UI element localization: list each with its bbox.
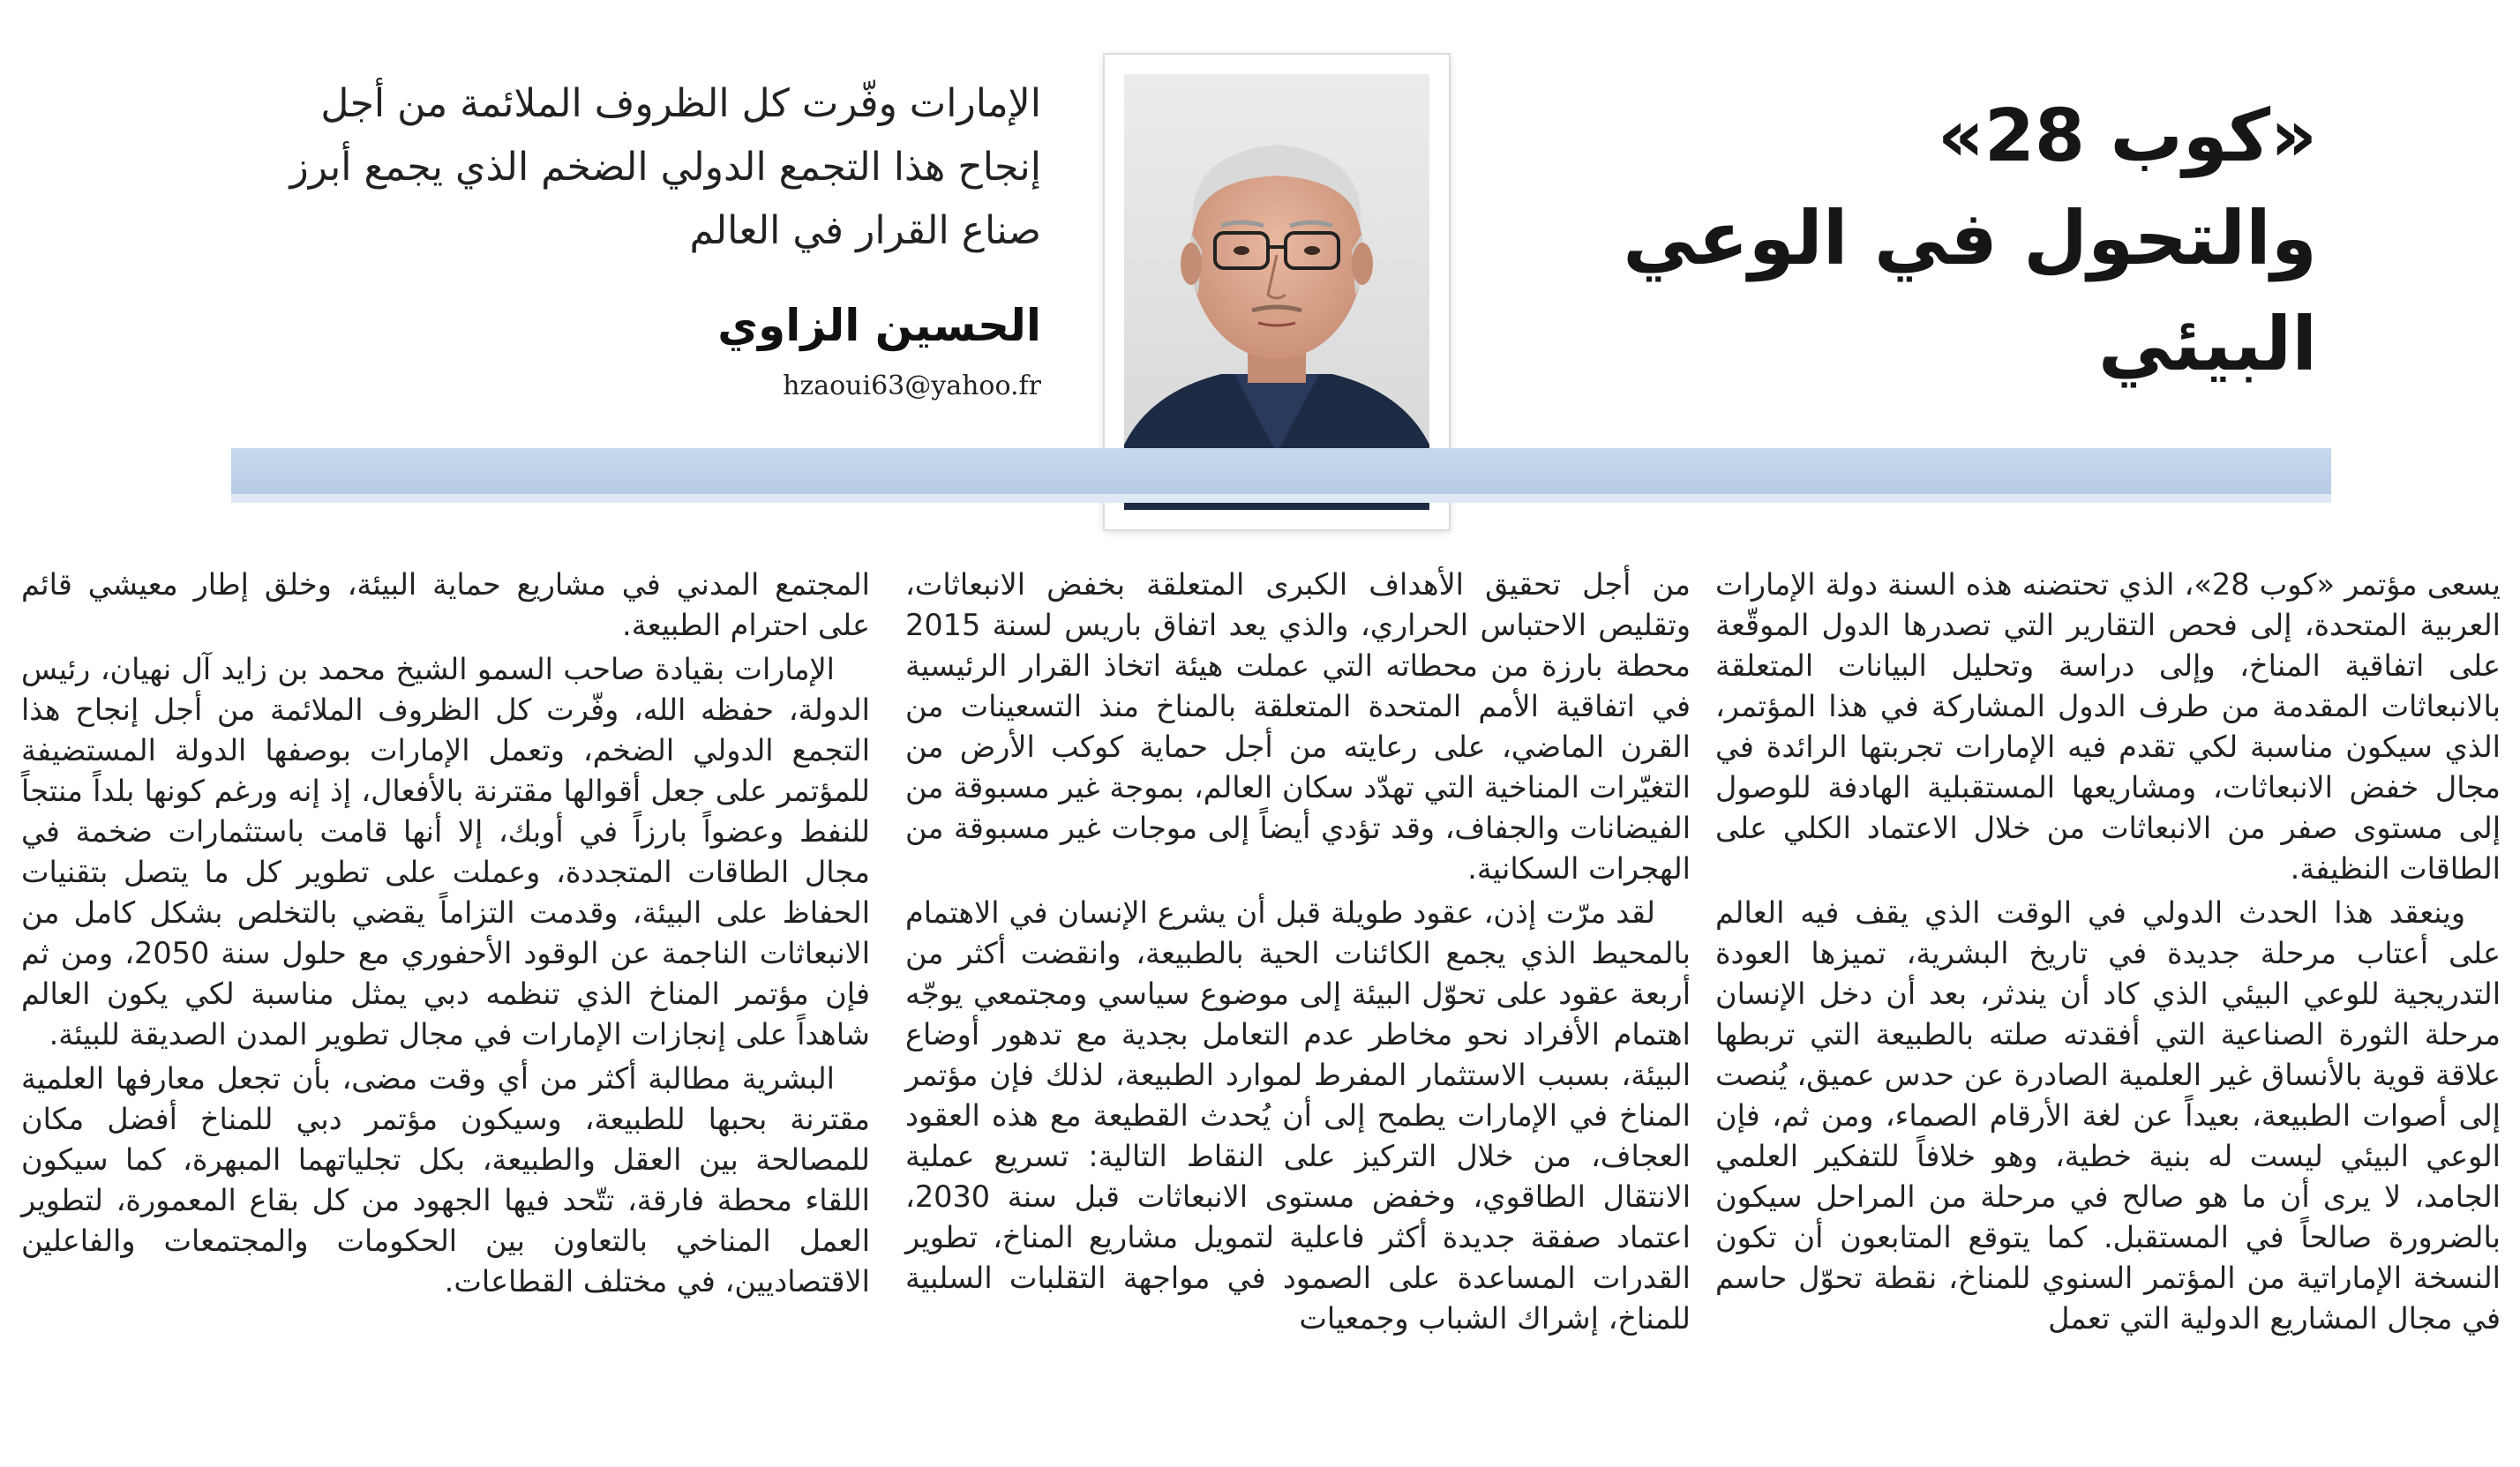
column-1-paragraph: يسعى مؤتمر «كوب 28»، الذي تحتضنه هذه السنة دولة الإمارات العربية المتحدة، إلى فحص التقارير التي تصدرها الدول الموقّعة على اتفاقية المناخ، وإلى دراسة وتحليل البيانات المتعلقة بالانبعاثات المقدمة من طرف الدول المشاركة في هذا المؤتمر، الذي سيكون مناسبة لكي تقدم فيه الإمارات تجربتها الرائدة في مجال خفض الانبعاثات، ومشاريعها المستقبلية الهادفة للوصول إلى مستوى صفر من الانبعاثات من خلال الاعتماد الكلي على الطاقات النظيفة.: [1715, 567, 2501, 886]
headline: [1435, 88, 2317, 397]
headline-line-1: «كوب 28»: [1937, 94, 2317, 178]
column-3-paragraph: الإمارات بقيادة صاحب السمو الشيخ محمد بن زايد آل نهيان، رئيس الدولة، حفظه الله، وفّرت كل الظروف الملائمة من أجل إنجاح هذا التجمع الدولي الضخم، وتعمل الإمارات بوصفها الدولة المستضيفة للمؤتمر على جعل أقوالها مقترنة بالأفعال، إذ إنه ورغم كونها بلداً منتجاً للنفط وعضواً بارزاً في أوبك، إلا أنها قامت باستثمارات ضخمة في مجال الطاقات المتجددة، وعملت على تطوير كل ما يتصل بتقنيات الحفاظ على البيئة، وقدمت التزاماً يقضي بالتخلص بشكل كامل من الانبعاثات الناجمة عن الوقود الأحفوري مع حلول سنة 2050، ومن ثم فإن مؤتمر المناخ الذي تنظمه دبي يمثل مناسبة لكي يكون العالم شاهداً على إنجازات الإمارات في مجال تطوير المدن الصديقة للبيئة.: [21, 652, 870, 1052]
article-standfirst: الإمارات وفّرت كل الظروف الملائمة من أجل إنجاح هذا التجمع الدولي الضخم الذي يجمع أبرز صناع القرار في العالم: [289, 81, 1041, 253]
article-column-1: [1715, 565, 2501, 1343]
article-column-2: [905, 565, 1691, 1343]
header-band-shadow: [231, 494, 2331, 503]
article-column-3: [21, 565, 870, 1306]
column-2-paragraph: لقد مرّت إذن، عقود طويلة قبل أن يشرع الإنسان في الاهتمام بالمحيط الذي يجمع الكائنات الحية بالطبيعة، وانقضت أكثر من أربعة عقود على تحوّل البيئة إلى موضوع سياسي ومجتمعي يوجّه اهتمام الأفراد نحو مخاطر عدم التعامل بجدية مع تدهور أوضاع البيئة، بسبب الاستثمار المفرط لموارد الطبيعة، لذلك فإن مؤتمر المناخ في الإمارات يطمح إلى أن يُحدث القطيعة مع هذه العقود العجاف، من خلال التركيز على النقاط التالية: تسريع عملية الانتقال الطاقوي، وخفض مستوى الانبعاثات قبل سنة 2030، اعتماد صفقة جديدة أكثر فاعلية لتمويل مشاريع المناخ، تطوير القدرات المساعدة على الصمود في مواجهة التقلبات السلبية للمناخ، إشراك الشباب وجمعيات: [905, 895, 1691, 1336]
author-name: الحسين الزاوي: [717, 300, 1041, 351]
author-photo: [1124, 74, 1429, 510]
header-band: [231, 448, 2331, 494]
column-3-paragraph: المجتمع المدني في مشاريع حماية البيئة، وخلق إطار معيشي قائم على احترام الطبيعة.: [21, 567, 870, 642]
column-2-paragraph: من أجل تحقيق الأهداف الكبرى المتعلقة بخفض الانبعاثات، وتقليص الاحتباس الحراري، والذي يعد اتفاق باريس لسنة 2015 محطة بارزة من محطاته التي عملت هيئة اتخاذ القرار الرئيسية في اتفاقية الأمم المتحدة المتعلقة بالمناخ منذ التسعينات من القرن الماضي، على رعايته من أجل حماية كوكب الأرض من التغيّرات المناخية التي تهدّد سكان العالم، بموجة غير مسبوقة من الفيضانات والجفاف، وقد تؤدي أيضاً إلى موجات غير مسبوقة من الهجرات السكانية.: [905, 567, 1691, 886]
headline-line-2: والتحول في الوعي البيئي: [1623, 195, 2317, 387]
column-1-paragraph: وينعقد هذا الحدث الدولي في الوقت الذي يقف فيه العالم على أعتاب مرحلة جديدة في تاريخ البشرية، تميزها العودة التدريجية للوعي البيئي الذي كاد أن يندثر، بعد أن دخل الإنسان مرحلة الثورة الصناعية التي أفقدته صلته بالطبيعة التي تربطها علاقة قوية بالأنساق غير العلمية الصادرة عن حدس عميق، يُنصت إلى أصوات الطبيعة، بعيداً عن لغة الأرقام الصماء، ومن ثم، فإن الوعي البيئي ليست له بنية خطية، وهو خلافاً للتفكير العلمي الجامد، لا يرى أن ما هو صالح في مرحلة من المراحل سيكون بالضرورة صالحاً في المستقبل. كما يتوقع المتابعون أن تكون النسخة الإماراتية من المؤتمر السنوي للمناخ، نقطة تحوّل حاسم في مجال المشاريع الدولية التي تعمل: [1715, 895, 2501, 1336]
author-email: hzaoui63@yahoo.fr: [783, 370, 1041, 401]
column-3-paragraph: البشرية مطالبة أكثر من أي وقت مضى، بأن تجعل معارفها العلمية مقترنة بحبها للطبيعة، وسيكون مؤتمر دبي للمناخ أفضل مكان للمصالحة بين العقل والطبيعة، بكل تجلياتهما المبهرة، كما سيكون اللقاء محطة فارقة، تتّحد فيها الجهود من كل بقاع المعمورة، لتطوير العمل المناخي بالتعاون بين الحكومات والمجتمعات والفاعلين الاقتصاديين، في مختلف القطاعات.: [21, 1061, 870, 1299]
